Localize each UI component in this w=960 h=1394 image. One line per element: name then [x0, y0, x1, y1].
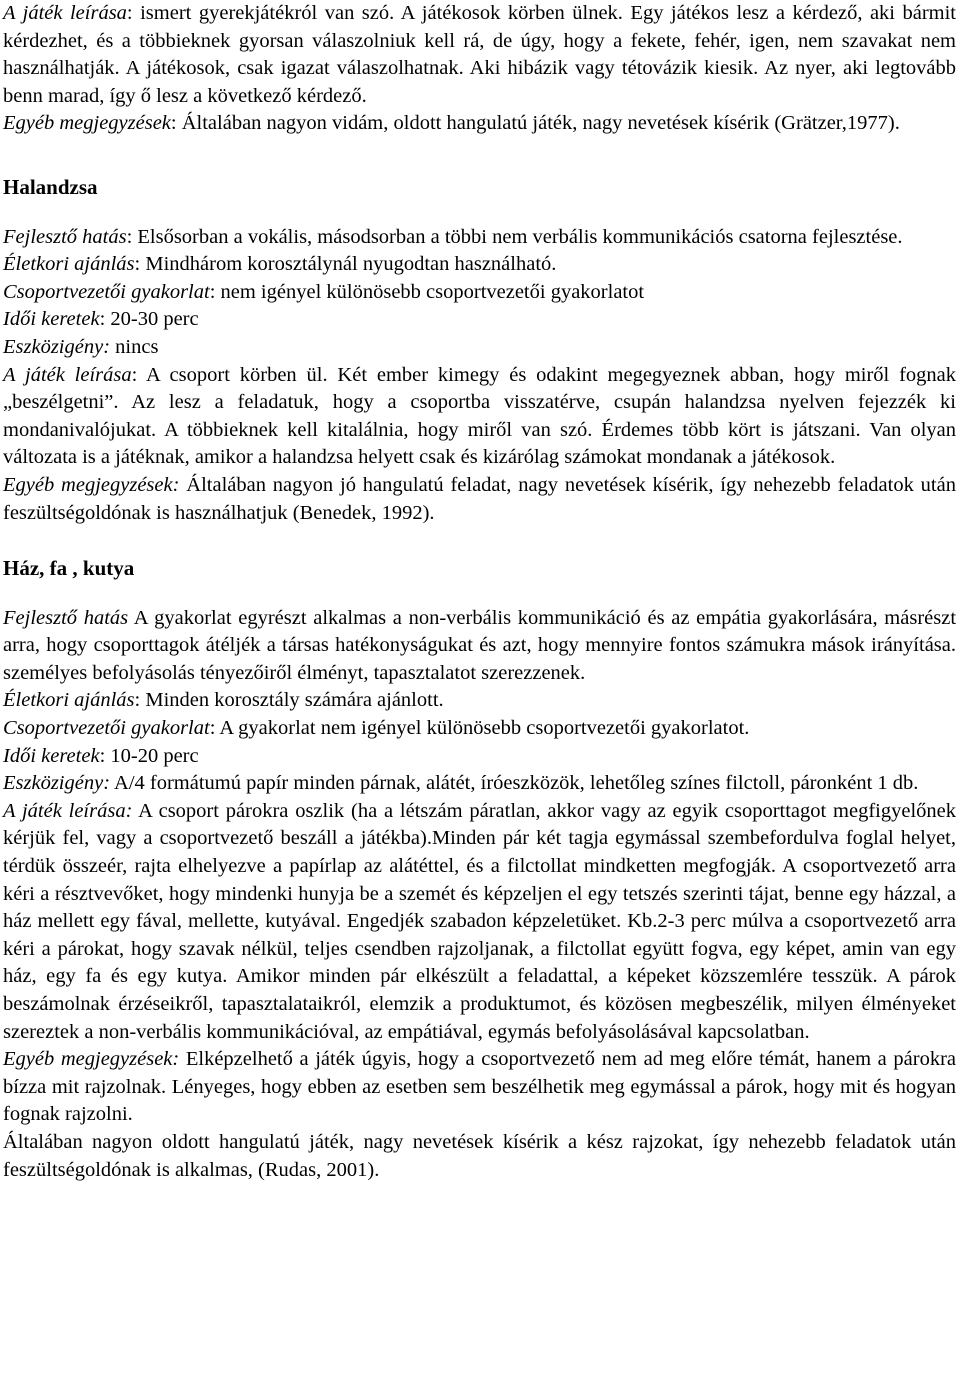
effect-label: Fejlesztő hatás	[3, 225, 127, 248]
leader-label: Csoportvezetői gyakorlat	[3, 280, 210, 303]
tools-label: Eszközigény:	[3, 335, 111, 358]
haz-effect	[3, 605, 956, 688]
description-label: A játék leírása	[3, 363, 132, 386]
haz-age	[3, 687, 956, 715]
notes-text: : Általában nagyon vidám, oldott hangulatú játék, nagy nevetések kísérik (Grätzer,1977).	[170, 112, 900, 135]
halandzsa-description	[3, 362, 956, 472]
intro-description	[3, 0, 956, 110]
haz-time	[3, 743, 956, 771]
time-label: Idői keretek	[3, 308, 100, 331]
description-text: A csoport párokra oszlik (ha a létszám páratlan, akkor vagy az egyik csoporttagot megfigyelőnek kérjük fel, vagy a csoportvezető beszáll a játékba).Minden pár két tagja egymással szembefordulva foglal helyet, térdük összeér, rajta elhelyezve a papírlap az alátéttel, és a filctollat mindketten megfogják. A csoportvezető arra kéri a résztvevőket, hogy mindenki hunyja be a szemét és képzeljen el egy tetszés szerinti tájat, benne egy házzal, a ház mellett egy fával, mellette, kutyával. Engedjék szabadon képzeletüket. Kb.2-3 perc múlva a csoportvezető arra kéri a párokat, hogy szavak nélkül, teljes csendben rajzoljanak, a filctollat együtt fogva, egy képet, amin van egy ház, egy fa és egy kutya. Amikor minden pár elkészült a feladattal, a képeket közszemlére tesszük. A párok beszámolnak érzéseikről, tapasztalataikról, elemzik a produktumot, és közösen megbeszélik, milyen élményeket szereztek a non-verbális kommunikációval, az empátiával, egymás befolyásolásával kapcsolatban.	[3, 799, 956, 1043]
document-page	[3, 0, 956, 1184]
haz-closing	[3, 1129, 956, 1184]
halandzsa-leader	[3, 279, 956, 307]
age-text: : Minden korosztály számára ajánlott.	[134, 689, 444, 712]
haz-notes	[3, 1046, 956, 1129]
tools-text: A/4 formátumú papír minden párnak, alátét, íróeszközök, lehetőleg színes filctoll, páronként 1 db.	[110, 772, 919, 795]
effect-text: : Elsősorban a vokális, másodsorban a többi nem verbális kommunikációs csatorna fejlesztése.	[126, 225, 903, 248]
intro-notes	[3, 110, 956, 138]
halandzsa-notes	[3, 472, 956, 527]
tools-label: Eszközigény:	[3, 772, 111, 795]
leader-label: Csoportvezetői gyakorlat	[3, 717, 210, 740]
haz-leader	[3, 715, 956, 743]
haz-description	[3, 798, 956, 1046]
description-text: : A csoport körben ül. Két ember kimegy és odakint megegyeznek abban, hogy miről fognak „beszélgetni”. Az lesz a feladatuk, hogy a csoportba visszatérve, csupán halandzsa nyelven fejezzék ki mondanivalójukat. A többieknek kell kitalálnia, hogy miről van szó. Érdemes több kört is játszani. Van olyan változata is a játéknak, amikor a halandzsa helyett csak és kizárólag számokat mondanak a játékosok.	[3, 363, 956, 469]
tools-text: nincs	[110, 335, 159, 358]
description-text: : ismert gyerekjátékról van szó. A játékosok körben ülnek. Egy játékos lesz a kérdező, aki bármit kérdezhet, és a többieknek gyorsan válaszolniuk kell rá, de úgy, hogy a fekete, fehér, igen, nem szavakat nem használhatják. A játékosok, csak igazat válaszolhatnak. Aki hibázik vagy tétovázik kiesik. Az nyer, aki legtovább benn marad, így ő lesz a következő kérdező.	[3, 2, 956, 107]
description-label: A játék leírása	[3, 2, 127, 24]
leader-text: : nem igényel különösebb csoportvezetői gyakorlatot	[209, 280, 645, 303]
age-text: : Mindhárom korosztálynál nyugodtan használható.	[134, 253, 557, 276]
halandzsa-time	[3, 306, 956, 334]
section-title-halandzsa: Halandzsa	[3, 174, 98, 199]
time-text: : 10-20 perc	[99, 744, 199, 767]
leader-text: : A gyakorlat nem igényel különösebb csoportvezetői gyakorlatot.	[209, 717, 750, 740]
age-label: Életkori ajánlás	[3, 689, 135, 712]
time-label: Idői keretek	[3, 744, 100, 767]
notes-text: Elképzelhető a játék úgyis, hogy a csoportvezető nem ad meg előre témát, hanem a párokra bízza mit rajzolnak. Lényeges, hogy ebben az esetben sem beszélhetik meg egymással a párok, hogy mit és hogyan fognak rajzolni.	[3, 1048, 956, 1126]
closing-text: Általában nagyon oldott hangulatú játék, nagy nevetések kísérik a kész rajzokat, így nehezebb feladatok után feszültségoldónak is alkalmas, (Rudas, 2001).	[3, 1130, 956, 1181]
haz-tools	[3, 770, 956, 798]
notes-label: Egyéb megjegyzések:	[3, 473, 180, 496]
effect-text: A gyakorlat egyrészt alkalmas a non-verbális kommunikáció és az empátia gyakorlására, másrészt arra, hogy csoporttagok átéljék a társas hatékonyságukat és azt, hogy mennyire fontos számukra mások irányítása. személyes befolyásolás tényezőiről élményt, tapasztalatot szerezzenek.	[3, 606, 957, 684]
effect-label: Fejlesztő hatás	[3, 606, 129, 629]
notes-label: Egyéb megjegyzések:	[3, 1048, 180, 1071]
time-text: : 20-30 perc	[99, 308, 199, 331]
notes-label: Egyéb megjegyzések	[3, 112, 171, 135]
halandzsa-effect	[3, 224, 956, 252]
notes-text: Általában nagyon jó hangulatú feladat, nagy nevetések kísérik, így nehezebb feladatok után feszültségoldónak is használhatjuk (Benedek, 1992).	[3, 473, 956, 524]
halandzsa-age	[3, 251, 956, 279]
description-label: A játék leírása:	[3, 799, 133, 822]
halandzsa-tools	[3, 334, 956, 362]
age-label: Életkori ajánlás	[3, 253, 135, 276]
section-title-haz-fa-kutya: Ház, fa , kutya	[3, 556, 135, 581]
